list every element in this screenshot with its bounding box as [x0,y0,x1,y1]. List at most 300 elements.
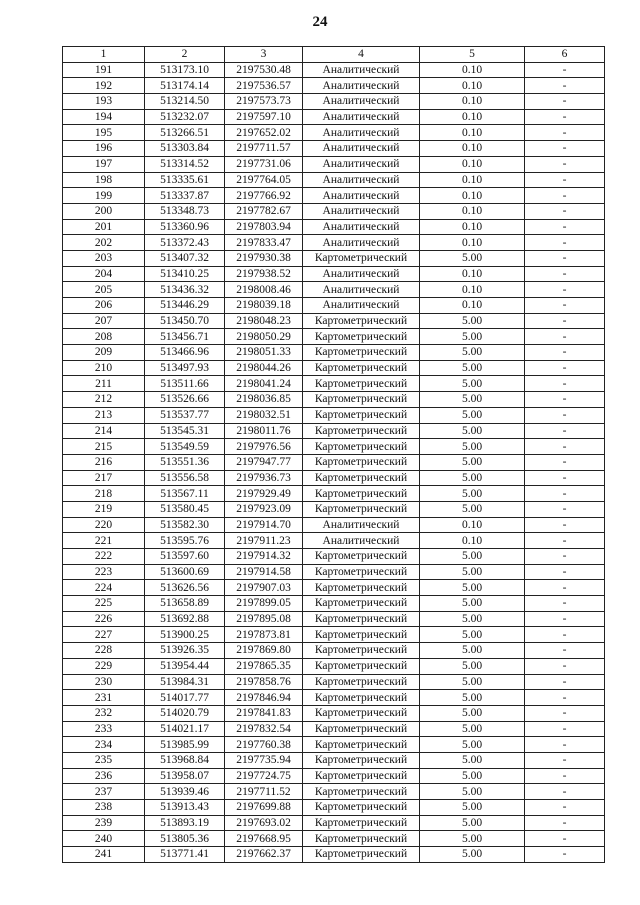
table-cell: 225 [63,596,145,612]
table-cell: 2197530.48 [225,62,303,78]
table-cell: 513595.76 [145,533,225,549]
table-row [63,768,605,784]
table-cell: Картометрический [303,423,420,439]
table-cell: - [525,564,605,580]
table-cell: 0.10 [420,156,525,172]
table-cell: 513173.10 [145,62,225,78]
table-row [63,815,605,831]
table-cell: 5.00 [420,643,525,659]
table-cell: 5.00 [420,423,525,439]
table-cell: 211 [63,376,145,392]
table-cell: 2197724.75 [225,768,303,784]
table-row [63,847,605,863]
table-cell: Картометрический [303,627,420,643]
table-cell: 215 [63,439,145,455]
table-cell: 0.10 [420,141,525,157]
table-cell: 235 [63,752,145,768]
table-cell: 513556.58 [145,470,225,486]
table-cell: 513446.29 [145,298,225,314]
table-cell: 5.00 [420,549,525,565]
table-cell: - [525,517,605,533]
table-cell: Аналитический [303,219,420,235]
table-cell: Картометрический [303,784,420,800]
table-cell: - [525,800,605,816]
table-row [63,643,605,659]
table-cell: 513232.07 [145,109,225,125]
table-cell: Картометрический [303,360,420,376]
table-cell: 5.00 [420,454,525,470]
table-header-row [63,47,605,63]
table-cell: 2198044.26 [225,360,303,376]
table-cell: 2197930.38 [225,250,303,266]
table-cell: 2198008.46 [225,282,303,298]
table-row [63,407,605,423]
table-row [63,486,605,502]
table-cell: 514020.79 [145,705,225,721]
table-cell: 513968.84 [145,752,225,768]
table-cell: Картометрический [303,376,420,392]
table-cell: Аналитический [303,156,420,172]
column-header: 6 [525,47,605,63]
table-cell: 192 [63,78,145,94]
table-cell: 513597.60 [145,549,225,565]
table-cell: - [525,658,605,674]
table-row [63,784,605,800]
table-cell: 0.10 [420,62,525,78]
table-row [63,109,605,125]
table-cell: 5.00 [420,345,525,361]
table-cell: 513348.73 [145,203,225,219]
table-cell: 204 [63,266,145,282]
table-cell: 2197764.05 [225,172,303,188]
table-cell: - [525,784,605,800]
table-cell: 5.00 [420,360,525,376]
table-cell: Картометрический [303,831,420,847]
table-cell: Картометрический [303,705,420,721]
table-row [63,564,605,580]
table-cell: 513450.70 [145,313,225,329]
table-cell: 5.00 [420,250,525,266]
table-cell: - [525,313,605,329]
table-cell: Картометрический [303,564,420,580]
table-cell: - [525,831,605,847]
table-cell: 207 [63,313,145,329]
column-header: 2 [145,47,225,63]
table-cell: 240 [63,831,145,847]
table-row [63,501,605,517]
table-cell: - [525,219,605,235]
table-cell: 234 [63,737,145,753]
table-cell: 2197693.02 [225,815,303,831]
coordinates-table [62,46,605,863]
table-cell: 513456.71 [145,329,225,345]
table-cell: 5.00 [420,470,525,486]
table-cell: Картометрический [303,611,420,627]
table-cell: 2197936.73 [225,470,303,486]
table-cell: 212 [63,392,145,408]
table-row [63,219,605,235]
table-cell: 194 [63,109,145,125]
table-row [63,674,605,690]
table-cell: 2198050.29 [225,329,303,345]
table-cell: Картометрический [303,815,420,831]
table-cell: 5.00 [420,800,525,816]
table-cell: 2197914.32 [225,549,303,565]
table-row [63,611,605,627]
table-cell: 0.10 [420,219,525,235]
table-cell: 201 [63,219,145,235]
table-cell: - [525,533,605,549]
table-cell: 514021.17 [145,721,225,737]
table-row [63,329,605,345]
table-cell: 2197573.73 [225,94,303,110]
table-cell: Картометрический [303,470,420,486]
table-cell: 224 [63,580,145,596]
table-cell: 2197938.52 [225,266,303,282]
table-row [63,313,605,329]
table-cell: - [525,423,605,439]
table-cell: 513926.35 [145,643,225,659]
table-cell: 2197536.57 [225,78,303,94]
table-cell: 210 [63,360,145,376]
table-cell: 513939.46 [145,784,225,800]
table-cell: 513410.25 [145,266,225,282]
table-cell: 217 [63,470,145,486]
table-cell: 2197668.95 [225,831,303,847]
table-cell: 513545.31 [145,423,225,439]
table-cell: 2197841.83 [225,705,303,721]
table-cell: 0.10 [420,517,525,533]
table-cell: 513214.50 [145,94,225,110]
table-cell: 5.00 [420,690,525,706]
table-cell: 5.00 [420,392,525,408]
table-row [63,345,605,361]
table-cell: - [525,705,605,721]
table-cell: 2197699.88 [225,800,303,816]
table-row [63,376,605,392]
table-cell: 2197911.23 [225,533,303,549]
table-cell: 514017.77 [145,690,225,706]
table-cell: Картометрический [303,250,420,266]
table-cell: - [525,690,605,706]
table-cell: 2197923.09 [225,501,303,517]
table-cell: 5.00 [420,815,525,831]
page-number: 24 [312,14,328,30]
table-row [63,470,605,486]
table-cell: 196 [63,141,145,157]
table-cell: - [525,282,605,298]
table-cell: Аналитический [303,172,420,188]
table-cell: 193 [63,94,145,110]
table-cell: - [525,768,605,784]
table-cell: 2198051.33 [225,345,303,361]
table-cell: 513436.32 [145,282,225,298]
table-cell: 213 [63,407,145,423]
table-row [63,203,605,219]
table-cell: 2197803.94 [225,219,303,235]
table-cell: 513580.45 [145,501,225,517]
table-cell: 228 [63,643,145,659]
table-cell: 227 [63,627,145,643]
table-cell: 2198032.51 [225,407,303,423]
table-cell: Картометрический [303,486,420,502]
table-cell: - [525,329,605,345]
table-cell: 513526.66 [145,392,225,408]
table-cell: 513954.44 [145,658,225,674]
table-cell: 229 [63,658,145,674]
table-cell: 513314.52 [145,156,225,172]
table-cell: Картометрический [303,345,420,361]
table-cell: 2197731.06 [225,156,303,172]
table-cell: 226 [63,611,145,627]
table-row [63,360,605,376]
table-cell: Аналитический [303,188,420,204]
table-cell: 2197907.03 [225,580,303,596]
table-cell: 513771.41 [145,847,225,863]
table-cell: 513984.31 [145,674,225,690]
table-cell: 2197846.94 [225,690,303,706]
table-cell: 2197662.37 [225,847,303,863]
table-cell: - [525,141,605,157]
table-cell: - [525,360,605,376]
table-cell: 5.00 [420,752,525,768]
table-cell: - [525,674,605,690]
table-cell: 195 [63,125,145,141]
table-cell: Картометрический [303,643,420,659]
table-row [63,705,605,721]
table-cell: Аналитический [303,141,420,157]
table-cell: 2197597.10 [225,109,303,125]
table-cell: 513626.56 [145,580,225,596]
table-body [63,62,605,862]
table-cell: 2198039.18 [225,298,303,314]
table-cell: 221 [63,533,145,549]
table-cell: - [525,454,605,470]
table-cell: 5.00 [420,580,525,596]
table-cell: 2197735.94 [225,752,303,768]
table-row [63,439,605,455]
table-cell: - [525,439,605,455]
table-cell: Картометрический [303,800,420,816]
table-row [63,392,605,408]
table-cell: 5.00 [420,705,525,721]
table-cell: Аналитический [303,235,420,251]
table-cell: 2198011.76 [225,423,303,439]
table-cell: Картометрический [303,501,420,517]
table-cell: 199 [63,188,145,204]
table-row [63,737,605,753]
table-row [63,596,605,612]
table-cell: 2197865.35 [225,658,303,674]
table-cell: Аналитический [303,298,420,314]
table-cell: 214 [63,423,145,439]
table-row [63,125,605,141]
table-cell: 5.00 [420,627,525,643]
table-cell: 239 [63,815,145,831]
table-row [63,517,605,533]
table-cell: 0.10 [420,533,525,549]
table-cell: 513372.43 [145,235,225,251]
table-cell: 223 [63,564,145,580]
table-cell: 2197766.92 [225,188,303,204]
table-row [63,298,605,314]
table-cell: 513466.96 [145,345,225,361]
table-cell: Картометрический [303,596,420,612]
table-cell: 220 [63,517,145,533]
table-cell: - [525,188,605,204]
table-cell: 513551.36 [145,454,225,470]
table-cell: 0.10 [420,172,525,188]
table-cell: Картометрический [303,690,420,706]
table-cell: - [525,596,605,612]
table-cell: 197 [63,156,145,172]
table-cell: 0.10 [420,78,525,94]
table-cell: 200 [63,203,145,219]
table-cell: 513511.66 [145,376,225,392]
table-cell: - [525,109,605,125]
table-cell: 0.10 [420,235,525,251]
table-cell: 2197832.54 [225,721,303,737]
table-row [63,800,605,816]
table-cell: 230 [63,674,145,690]
column-header: 3 [225,47,303,63]
table-cell: - [525,611,605,627]
table-row [63,188,605,204]
table-cell: - [525,737,605,753]
table-cell: 2197782.67 [225,203,303,219]
table-cell: 5.00 [420,674,525,690]
table-cell: - [525,376,605,392]
table-cell: 513360.96 [145,219,225,235]
table-cell: 2197873.81 [225,627,303,643]
table-cell: 218 [63,486,145,502]
table-cell: 5.00 [420,737,525,753]
table-cell: 513174.14 [145,78,225,94]
table-cell: 206 [63,298,145,314]
table-cell: 513805.36 [145,831,225,847]
table-cell: 208 [63,329,145,345]
table-cell: 0.10 [420,94,525,110]
table-cell: - [525,125,605,141]
table-row [63,721,605,737]
table-cell: 5.00 [420,486,525,502]
table-cell: Картометрический [303,313,420,329]
table-cell: 5.00 [420,501,525,517]
table-cell: 5.00 [420,721,525,737]
table-cell: 0.10 [420,282,525,298]
table-cell: 202 [63,235,145,251]
table-row [63,690,605,706]
table-cell: 0.10 [420,125,525,141]
table-row [63,831,605,847]
table-cell: Картометрический [303,392,420,408]
table-cell: Картометрический [303,549,420,565]
column-header: 4 [303,47,420,63]
table-cell: 513900.25 [145,627,225,643]
table-cell: - [525,172,605,188]
table-cell: 513497.93 [145,360,225,376]
table-cell: 513600.69 [145,564,225,580]
table-cell: 2198036.85 [225,392,303,408]
table-cell: 513567.11 [145,486,225,502]
table-cell: Аналитический [303,62,420,78]
table-row [63,454,605,470]
table-cell: 2197858.76 [225,674,303,690]
table-cell: 232 [63,705,145,721]
table-cell: - [525,203,605,219]
table-row [63,156,605,172]
table-cell: - [525,815,605,831]
table-cell: - [525,298,605,314]
table-cell: - [525,156,605,172]
table-cell: Аналитический [303,517,420,533]
table-cell: 5.00 [420,784,525,800]
table-row [63,658,605,674]
table-cell: 191 [63,62,145,78]
table-row [63,250,605,266]
table-row [63,423,605,439]
table-cell: 513407.32 [145,250,225,266]
table-cell: 513658.89 [145,596,225,612]
table-cell: 5.00 [420,439,525,455]
table-cell: 2197929.49 [225,486,303,502]
table-cell: Картометрический [303,454,420,470]
table-cell: 2197899.05 [225,596,303,612]
table-row [63,62,605,78]
table-cell: 5.00 [420,329,525,345]
column-header: 5 [420,47,525,63]
table-cell: 2197895.08 [225,611,303,627]
table-cell: Аналитический [303,203,420,219]
table-cell: Картометрический [303,737,420,753]
table-cell: 2197869.80 [225,643,303,659]
table-cell: 513582.30 [145,517,225,533]
table-cell: 233 [63,721,145,737]
table-cell: 513266.51 [145,125,225,141]
table-cell: 219 [63,501,145,517]
table-cell: 2197711.57 [225,141,303,157]
table-row [63,235,605,251]
table-cell: - [525,752,605,768]
table-row [63,627,605,643]
table-cell: Аналитический [303,94,420,110]
table-cell: 198 [63,172,145,188]
table-cell: 203 [63,250,145,266]
table-row [63,266,605,282]
table-row [63,549,605,565]
table-cell: 2197976.56 [225,439,303,455]
table-cell: 2198041.24 [225,376,303,392]
table-cell: - [525,250,605,266]
table-cell: 5.00 [420,611,525,627]
table-cell: Картометрический [303,768,420,784]
table-cell: 513537.77 [145,407,225,423]
table-cell: 0.10 [420,298,525,314]
table-cell: 231 [63,690,145,706]
table-cell: 5.00 [420,376,525,392]
table-cell: 513893.19 [145,815,225,831]
table-cell: - [525,501,605,517]
table-cell: - [525,847,605,863]
table-cell: 5.00 [420,407,525,423]
table-cell: 513303.84 [145,141,225,157]
table-cell: 5.00 [420,658,525,674]
table-cell: Картометрический [303,752,420,768]
table-cell: Картометрический [303,721,420,737]
table-cell: - [525,643,605,659]
table-cell: 209 [63,345,145,361]
table-cell: Аналитический [303,282,420,298]
